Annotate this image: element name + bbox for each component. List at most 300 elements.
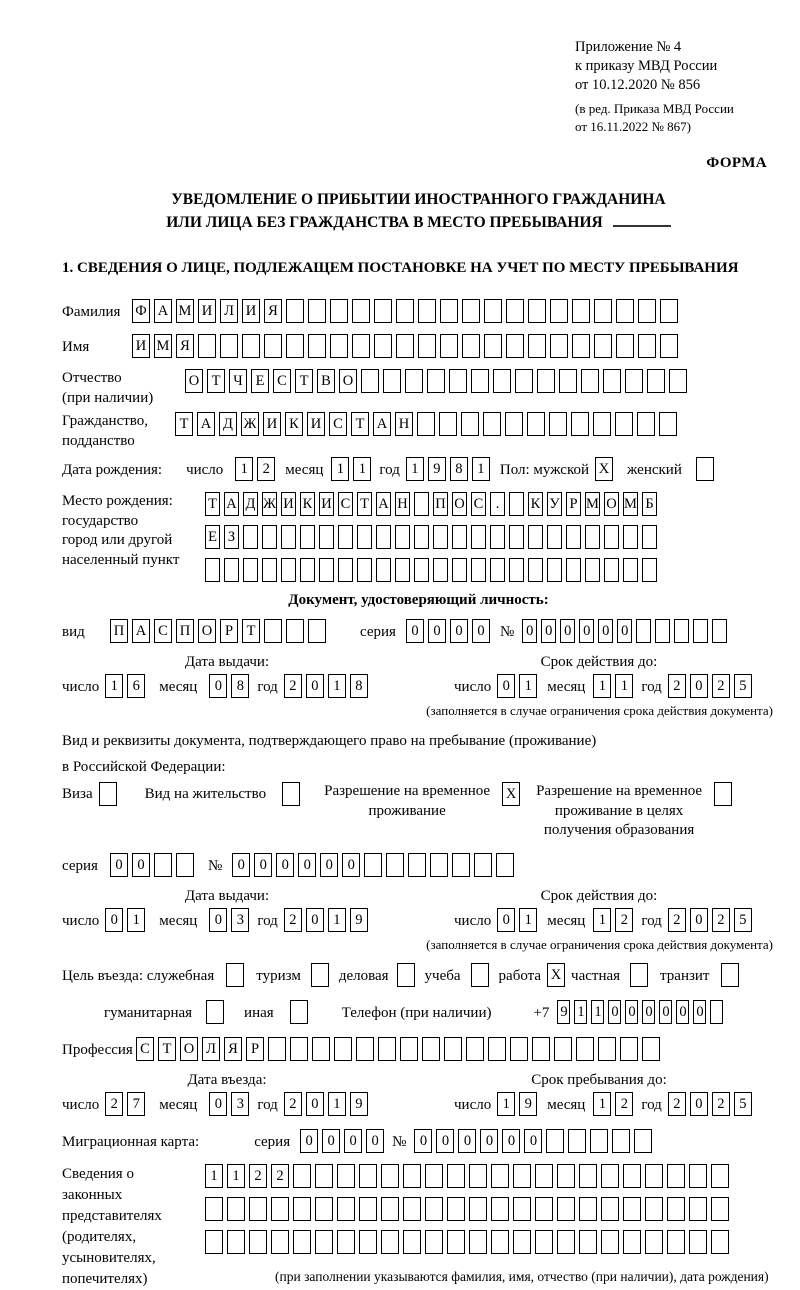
form-cell[interactable]: 1 bbox=[497, 1092, 515, 1116]
form-cell[interactable] bbox=[271, 1197, 289, 1221]
form-cell[interactable]: 0 bbox=[522, 619, 537, 643]
form-cell[interactable] bbox=[452, 525, 467, 549]
form-cell[interactable] bbox=[593, 412, 611, 436]
form-cell[interactable]: 2 bbox=[712, 674, 730, 698]
form-cell[interactable] bbox=[623, 525, 638, 549]
form-cell[interactable]: 1 bbox=[328, 674, 346, 698]
form-cell[interactable]: 0 bbox=[436, 1129, 454, 1153]
form-cell[interactable] bbox=[286, 334, 304, 358]
form-cell[interactable]: М bbox=[585, 492, 600, 516]
form-cell[interactable]: 1 bbox=[227, 1164, 245, 1188]
form-cell[interactable] bbox=[364, 853, 382, 877]
form-cell[interactable]: 0 bbox=[690, 674, 708, 698]
form-cell[interactable] bbox=[396, 334, 414, 358]
form-cell[interactable]: 1 bbox=[127, 908, 145, 932]
form-cell[interactable] bbox=[452, 853, 470, 877]
form-cell[interactable] bbox=[642, 525, 657, 549]
form-cell[interactable] bbox=[430, 853, 448, 877]
form-cell[interactable] bbox=[352, 299, 370, 323]
form-cell[interactable]: 1 bbox=[593, 674, 611, 698]
form-cell[interactable]: 2 bbox=[271, 1164, 289, 1188]
form-cell[interactable]: 6 bbox=[127, 674, 145, 698]
form-cell[interactable] bbox=[427, 369, 445, 393]
form-cell[interactable]: И bbox=[281, 492, 296, 516]
form-cell[interactable]: Д bbox=[243, 492, 258, 516]
form-cell[interactable] bbox=[242, 334, 260, 358]
form-cell[interactable] bbox=[615, 412, 633, 436]
form-cell[interactable]: 2 bbox=[668, 674, 686, 698]
form-cell[interactable] bbox=[359, 1197, 377, 1221]
form-cell[interactable] bbox=[506, 334, 524, 358]
form-cell[interactable]: А bbox=[154, 299, 172, 323]
form-cell[interactable]: 5 bbox=[734, 908, 752, 932]
form-cell[interactable]: 0 bbox=[306, 908, 324, 932]
form-cell[interactable]: 2 bbox=[284, 674, 302, 698]
form-cell[interactable]: Л bbox=[220, 299, 238, 323]
form-cell[interactable] bbox=[535, 1164, 553, 1188]
form-cell[interactable] bbox=[293, 1164, 311, 1188]
form-cell[interactable]: X bbox=[595, 457, 613, 481]
form-cell[interactable] bbox=[381, 1164, 399, 1188]
form-cell[interactable] bbox=[711, 1197, 729, 1221]
form-cell[interactable]: К bbox=[528, 492, 543, 516]
form-cell[interactable] bbox=[585, 525, 600, 549]
form-cell[interactable]: 0 bbox=[132, 853, 150, 877]
form-cell[interactable] bbox=[645, 1164, 663, 1188]
form-cell[interactable]: 2 bbox=[249, 1164, 267, 1188]
form-cell[interactable]: А bbox=[132, 619, 150, 643]
form-cell[interactable]: Е bbox=[251, 369, 269, 393]
form-cell[interactable]: 0 bbox=[480, 1129, 498, 1153]
form-cell[interactable]: О bbox=[604, 492, 619, 516]
form-cell[interactable] bbox=[550, 299, 568, 323]
form-cell[interactable] bbox=[710, 1000, 723, 1024]
form-cell[interactable] bbox=[660, 299, 678, 323]
form-cell[interactable]: К bbox=[300, 492, 315, 516]
form-cell[interactable] bbox=[513, 1230, 531, 1254]
form-cell[interactable] bbox=[308, 299, 326, 323]
form-cell[interactable]: 0 bbox=[105, 908, 123, 932]
form-cell[interactable] bbox=[374, 334, 392, 358]
form-cell[interactable] bbox=[655, 619, 670, 643]
form-cell[interactable]: С bbox=[329, 412, 347, 436]
form-cell[interactable] bbox=[488, 1037, 506, 1061]
form-cell[interactable] bbox=[300, 525, 315, 549]
form-cell[interactable] bbox=[374, 299, 392, 323]
form-cell[interactable] bbox=[359, 1164, 377, 1188]
form-cell[interactable] bbox=[572, 299, 590, 323]
form-cell[interactable]: 1 bbox=[331, 457, 349, 481]
form-cell[interactable]: 0 bbox=[344, 1129, 362, 1153]
form-cell[interactable] bbox=[594, 334, 612, 358]
form-cell[interactable]: 5 bbox=[734, 674, 752, 698]
form-cell[interactable]: П bbox=[433, 492, 448, 516]
form-cell[interactable] bbox=[590, 1129, 608, 1153]
form-cell[interactable] bbox=[408, 853, 426, 877]
form-cell[interactable] bbox=[418, 334, 436, 358]
form-cell[interactable]: О bbox=[180, 1037, 198, 1061]
form-cell[interactable] bbox=[338, 525, 353, 549]
form-cell[interactable] bbox=[604, 525, 619, 549]
form-cell[interactable] bbox=[474, 853, 492, 877]
form-cell[interactable] bbox=[585, 558, 600, 582]
form-cell[interactable] bbox=[513, 1197, 531, 1221]
form-cell[interactable]: 0 bbox=[625, 1000, 638, 1024]
form-cell[interactable] bbox=[568, 1129, 586, 1153]
form-cell[interactable]: 1 bbox=[328, 908, 346, 932]
form-cell[interactable]: 0 bbox=[642, 1000, 655, 1024]
form-cell[interactable]: 0 bbox=[209, 674, 227, 698]
form-cell[interactable] bbox=[286, 299, 304, 323]
form-cell[interactable] bbox=[356, 1037, 374, 1061]
form-cell[interactable]: А bbox=[224, 492, 239, 516]
form-cell[interactable]: 8 bbox=[350, 674, 368, 698]
form-cell[interactable]: 0 bbox=[298, 853, 316, 877]
form-cell[interactable]: О bbox=[198, 619, 216, 643]
form-cell[interactable]: 0 bbox=[690, 908, 708, 932]
form-cell[interactable]: 9 bbox=[350, 908, 368, 932]
form-cell[interactable] bbox=[397, 963, 415, 987]
form-cell[interactable] bbox=[378, 1037, 396, 1061]
form-cell[interactable]: И bbox=[132, 334, 150, 358]
form-cell[interactable]: 0 bbox=[342, 853, 360, 877]
form-cell[interactable] bbox=[311, 963, 329, 987]
form-cell[interactable]: 0 bbox=[524, 1129, 542, 1153]
form-cell[interactable] bbox=[513, 1164, 531, 1188]
form-cell[interactable] bbox=[422, 1037, 440, 1061]
form-cell[interactable]: С bbox=[273, 369, 291, 393]
form-cell[interactable] bbox=[440, 334, 458, 358]
form-cell[interactable]: X bbox=[502, 782, 520, 806]
form-cell[interactable]: Т bbox=[207, 369, 225, 393]
form-cell[interactable]: И bbox=[242, 299, 260, 323]
form-cell[interactable]: Л bbox=[202, 1037, 220, 1061]
form-cell[interactable] bbox=[537, 369, 555, 393]
form-cell[interactable] bbox=[509, 525, 524, 549]
form-cell[interactable] bbox=[490, 558, 505, 582]
form-cell[interactable] bbox=[616, 299, 634, 323]
form-cell[interactable] bbox=[249, 1230, 267, 1254]
form-cell[interactable]: 7 bbox=[127, 1092, 145, 1116]
form-cell[interactable] bbox=[395, 558, 410, 582]
form-cell[interactable]: 2 bbox=[668, 1092, 686, 1116]
form-cell[interactable] bbox=[642, 1037, 660, 1061]
form-cell[interactable]: 0 bbox=[322, 1129, 340, 1153]
form-cell[interactable]: М bbox=[176, 299, 194, 323]
form-cell[interactable] bbox=[447, 1197, 465, 1221]
form-cell[interactable] bbox=[461, 412, 479, 436]
form-cell[interactable]: О bbox=[339, 369, 357, 393]
form-cell[interactable] bbox=[721, 963, 739, 987]
form-cell[interactable]: . bbox=[490, 492, 505, 516]
form-cell[interactable] bbox=[281, 525, 296, 549]
form-cell[interactable] bbox=[638, 299, 656, 323]
form-cell[interactable] bbox=[566, 558, 581, 582]
form-cell[interactable]: Р bbox=[220, 619, 238, 643]
form-cell[interactable]: 1 bbox=[593, 908, 611, 932]
form-cell[interactable]: Т bbox=[175, 412, 193, 436]
form-cell[interactable] bbox=[711, 1164, 729, 1188]
form-cell[interactable]: С bbox=[338, 492, 353, 516]
form-cell[interactable] bbox=[403, 1164, 421, 1188]
form-cell[interactable]: 2 bbox=[284, 908, 302, 932]
form-cell[interactable]: 0 bbox=[608, 1000, 621, 1024]
form-cell[interactable]: Я bbox=[176, 334, 194, 358]
form-cell[interactable] bbox=[357, 558, 372, 582]
form-cell[interactable] bbox=[557, 1230, 575, 1254]
form-cell[interactable] bbox=[532, 1037, 550, 1061]
form-cell[interactable] bbox=[572, 334, 590, 358]
form-cell[interactable] bbox=[576, 1037, 594, 1061]
form-cell[interactable]: 0 bbox=[560, 619, 575, 643]
form-cell[interactable]: М bbox=[623, 492, 638, 516]
form-cell[interactable]: 1 bbox=[591, 1000, 604, 1024]
form-cell[interactable] bbox=[338, 558, 353, 582]
form-cell[interactable]: 0 bbox=[502, 1129, 520, 1153]
form-cell[interactable] bbox=[319, 525, 334, 549]
form-cell[interactable] bbox=[636, 619, 651, 643]
form-cell[interactable] bbox=[506, 299, 524, 323]
form-cell[interactable] bbox=[549, 412, 567, 436]
form-cell[interactable] bbox=[674, 619, 689, 643]
form-cell[interactable] bbox=[462, 334, 480, 358]
form-cell[interactable]: Т bbox=[351, 412, 369, 436]
form-cell[interactable] bbox=[268, 1037, 286, 1061]
form-cell[interactable]: 8 bbox=[231, 674, 249, 698]
form-cell[interactable]: Д bbox=[219, 412, 237, 436]
form-cell[interactable] bbox=[581, 369, 599, 393]
form-cell[interactable] bbox=[515, 369, 533, 393]
form-cell[interactable] bbox=[546, 1129, 564, 1153]
form-cell[interactable] bbox=[315, 1164, 333, 1188]
form-cell[interactable]: Т bbox=[357, 492, 372, 516]
form-cell[interactable] bbox=[271, 1230, 289, 1254]
form-cell[interactable]: 0 bbox=[450, 619, 468, 643]
form-cell[interactable] bbox=[359, 1230, 377, 1254]
form-cell[interactable] bbox=[376, 558, 391, 582]
form-cell[interactable]: 0 bbox=[598, 619, 613, 643]
form-cell[interactable] bbox=[623, 558, 638, 582]
form-cell[interactable] bbox=[308, 619, 326, 643]
form-cell[interactable] bbox=[293, 1230, 311, 1254]
form-cell[interactable]: 0 bbox=[541, 619, 556, 643]
form-cell[interactable] bbox=[496, 853, 514, 877]
form-cell[interactable] bbox=[579, 1164, 597, 1188]
form-cell[interactable] bbox=[290, 1000, 308, 1024]
form-cell[interactable] bbox=[418, 299, 436, 323]
form-cell[interactable] bbox=[491, 1164, 509, 1188]
form-cell[interactable] bbox=[315, 1197, 333, 1221]
form-cell[interactable] bbox=[642, 558, 657, 582]
form-cell[interactable] bbox=[616, 334, 634, 358]
form-cell[interactable]: С bbox=[136, 1037, 154, 1061]
form-cell[interactable] bbox=[425, 1230, 443, 1254]
form-cell[interactable] bbox=[693, 619, 708, 643]
form-cell[interactable] bbox=[281, 558, 296, 582]
form-cell[interactable]: Ж bbox=[241, 412, 259, 436]
form-cell[interactable]: 1 bbox=[235, 457, 253, 481]
form-cell[interactable] bbox=[659, 412, 677, 436]
form-cell[interactable]: У bbox=[547, 492, 562, 516]
form-cell[interactable] bbox=[226, 963, 244, 987]
form-cell[interactable]: 0 bbox=[693, 1000, 706, 1024]
form-cell[interactable] bbox=[623, 1230, 641, 1254]
form-cell[interactable] bbox=[154, 853, 172, 877]
form-cell[interactable] bbox=[557, 1164, 575, 1188]
form-cell[interactable]: 0 bbox=[209, 1092, 227, 1116]
form-cell[interactable]: 2 bbox=[257, 457, 275, 481]
form-cell[interactable]: 1 bbox=[472, 457, 490, 481]
form-cell[interactable] bbox=[205, 558, 220, 582]
form-cell[interactable] bbox=[601, 1230, 619, 1254]
form-cell[interactable]: 0 bbox=[300, 1129, 318, 1153]
form-cell[interactable] bbox=[491, 1230, 509, 1254]
form-cell[interactable] bbox=[528, 299, 546, 323]
form-cell[interactable]: Т bbox=[295, 369, 313, 393]
form-cell[interactable] bbox=[425, 1164, 443, 1188]
form-cell[interactable]: X bbox=[547, 963, 565, 987]
form-cell[interactable]: Ч bbox=[229, 369, 247, 393]
form-cell[interactable]: И bbox=[198, 299, 216, 323]
form-cell[interactable] bbox=[439, 412, 457, 436]
form-cell[interactable] bbox=[417, 412, 435, 436]
form-cell[interactable]: И bbox=[319, 492, 334, 516]
form-cell[interactable] bbox=[579, 1197, 597, 1221]
form-cell[interactable]: 3 bbox=[231, 908, 249, 932]
form-cell[interactable] bbox=[227, 1230, 245, 1254]
form-cell[interactable]: 9 bbox=[428, 457, 446, 481]
form-cell[interactable]: 0 bbox=[497, 908, 515, 932]
form-cell[interactable]: 9 bbox=[519, 1092, 537, 1116]
form-cell[interactable]: 8 bbox=[450, 457, 468, 481]
form-cell[interactable] bbox=[547, 558, 562, 582]
form-cell[interactable]: А bbox=[197, 412, 215, 436]
form-cell[interactable] bbox=[469, 1164, 487, 1188]
form-cell[interactable] bbox=[337, 1230, 355, 1254]
form-cell[interactable] bbox=[645, 1230, 663, 1254]
form-cell[interactable]: Е bbox=[205, 525, 220, 549]
form-cell[interactable] bbox=[571, 412, 589, 436]
form-cell[interactable] bbox=[400, 1037, 418, 1061]
form-cell[interactable] bbox=[337, 1197, 355, 1221]
form-cell[interactable]: Я bbox=[264, 299, 282, 323]
form-cell[interactable] bbox=[198, 334, 216, 358]
form-cell[interactable] bbox=[623, 1164, 641, 1188]
form-cell[interactable] bbox=[528, 334, 546, 358]
form-cell[interactable]: 2 bbox=[712, 908, 730, 932]
form-cell[interactable] bbox=[176, 853, 194, 877]
form-cell[interactable] bbox=[334, 1037, 352, 1061]
form-cell[interactable] bbox=[227, 1197, 245, 1221]
form-cell[interactable]: М bbox=[154, 334, 172, 358]
form-cell[interactable] bbox=[669, 369, 687, 393]
form-cell[interactable] bbox=[447, 1230, 465, 1254]
form-cell[interactable] bbox=[594, 299, 612, 323]
form-cell[interactable]: О bbox=[452, 492, 467, 516]
form-cell[interactable] bbox=[714, 782, 732, 806]
form-cell[interactable]: 0 bbox=[676, 1000, 689, 1024]
form-cell[interactable]: 2 bbox=[668, 908, 686, 932]
form-cell[interactable] bbox=[634, 1129, 652, 1153]
form-cell[interactable] bbox=[493, 369, 511, 393]
form-cell[interactable] bbox=[381, 1197, 399, 1221]
form-cell[interactable] bbox=[484, 299, 502, 323]
form-cell[interactable] bbox=[625, 369, 643, 393]
form-cell[interactable]: Т bbox=[242, 619, 260, 643]
form-cell[interactable] bbox=[660, 334, 678, 358]
form-cell[interactable] bbox=[637, 412, 655, 436]
form-cell[interactable] bbox=[262, 558, 277, 582]
form-cell[interactable] bbox=[315, 1230, 333, 1254]
form-cell[interactable] bbox=[528, 525, 543, 549]
form-cell[interactable] bbox=[308, 334, 326, 358]
form-cell[interactable] bbox=[262, 525, 277, 549]
form-cell[interactable] bbox=[282, 782, 300, 806]
form-cell[interactable]: С bbox=[154, 619, 172, 643]
form-cell[interactable]: 1 bbox=[105, 674, 123, 698]
form-cell[interactable]: 0 bbox=[690, 1092, 708, 1116]
form-cell[interactable] bbox=[667, 1197, 685, 1221]
form-cell[interactable] bbox=[440, 299, 458, 323]
form-cell[interactable] bbox=[667, 1164, 685, 1188]
form-cell[interactable]: 1 bbox=[615, 674, 633, 698]
form-cell[interactable]: 9 bbox=[350, 1092, 368, 1116]
form-cell[interactable]: 0 bbox=[497, 674, 515, 698]
form-cell[interactable] bbox=[696, 457, 714, 481]
form-cell[interactable] bbox=[352, 334, 370, 358]
form-cell[interactable]: Н bbox=[395, 492, 410, 516]
form-cell[interactable] bbox=[264, 334, 282, 358]
form-cell[interactable]: 2 bbox=[615, 1092, 633, 1116]
form-cell[interactable]: 0 bbox=[306, 1092, 324, 1116]
form-cell[interactable]: 0 bbox=[276, 853, 294, 877]
form-cell[interactable] bbox=[452, 558, 467, 582]
form-cell[interactable] bbox=[509, 558, 524, 582]
form-cell[interactable]: Я bbox=[224, 1037, 242, 1061]
form-cell[interactable] bbox=[300, 558, 315, 582]
form-cell[interactable] bbox=[712, 619, 727, 643]
form-cell[interactable] bbox=[528, 558, 543, 582]
form-cell[interactable] bbox=[319, 558, 334, 582]
form-cell[interactable] bbox=[505, 412, 523, 436]
form-cell[interactable] bbox=[249, 1197, 267, 1221]
form-cell[interactable] bbox=[290, 1037, 308, 1061]
form-cell[interactable]: 0 bbox=[472, 619, 490, 643]
form-cell[interactable]: 0 bbox=[406, 619, 424, 643]
form-cell[interactable]: А bbox=[373, 412, 391, 436]
form-cell[interactable] bbox=[357, 525, 372, 549]
form-cell[interactable] bbox=[405, 369, 423, 393]
form-cell[interactable]: Т bbox=[205, 492, 220, 516]
form-cell[interactable] bbox=[414, 525, 429, 549]
form-cell[interactable]: О bbox=[185, 369, 203, 393]
form-cell[interactable]: К bbox=[285, 412, 303, 436]
form-cell[interactable]: В bbox=[317, 369, 335, 393]
form-cell[interactable] bbox=[99, 782, 117, 806]
form-cell[interactable] bbox=[557, 1197, 575, 1221]
form-cell[interactable]: П bbox=[110, 619, 128, 643]
form-cell[interactable]: 0 bbox=[254, 853, 272, 877]
form-cell[interactable] bbox=[403, 1230, 421, 1254]
form-cell[interactable]: 1 bbox=[519, 908, 537, 932]
form-cell[interactable]: 2 bbox=[105, 1092, 123, 1116]
form-cell[interactable] bbox=[337, 1164, 355, 1188]
form-cell[interactable]: Б bbox=[642, 492, 657, 516]
form-cell[interactable]: 1 bbox=[593, 1092, 611, 1116]
form-cell[interactable] bbox=[689, 1230, 707, 1254]
form-cell[interactable] bbox=[330, 334, 348, 358]
form-cell[interactable] bbox=[490, 525, 505, 549]
